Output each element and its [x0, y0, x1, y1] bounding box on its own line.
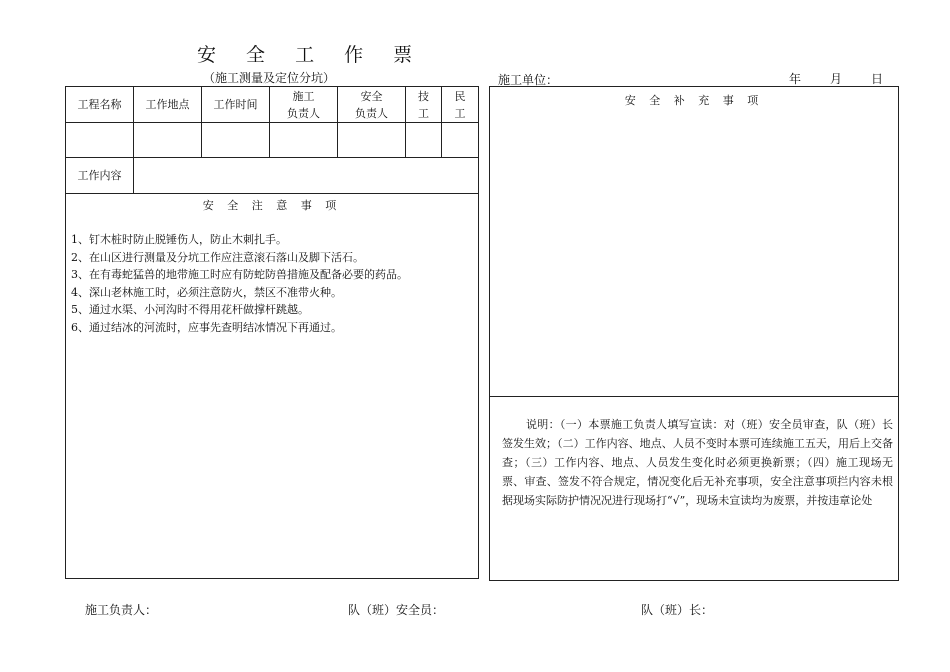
construction-lead-cell[interactable] — [270, 123, 338, 158]
date-year-label: 年 — [789, 72, 802, 86]
header-work-time: 工作时间 — [202, 87, 270, 123]
work-content-cell[interactable] — [134, 158, 479, 194]
work-location-cell[interactable] — [134, 123, 202, 158]
technician-cell[interactable] — [406, 123, 442, 158]
work-content-label: 工作内容 — [66, 158, 134, 194]
notice-heading: 安 全 注 意 事 项 — [202, 199, 342, 212]
section-divider — [490, 396, 898, 397]
notice-item: 5、通过水渠、小河沟时不得用花杆做撑杆跳越。 — [71, 303, 309, 316]
table-entry-row — [66, 123, 479, 158]
safety-lead-cell[interactable] — [338, 123, 406, 158]
header-construction-lead: 施工 负责人 — [270, 87, 338, 123]
notice-item: 6、通过结冰的河流时，应事先查明结冰情况下再通过。 — [71, 320, 342, 334]
supplement-box — [489, 86, 899, 581]
team-leader-signature-label: 队（班）长： — [641, 603, 714, 617]
work-ticket-table — [65, 86, 479, 579]
supplement-heading: 安 全 补 充 事 项 — [624, 94, 764, 107]
work-time-cell[interactable] — [202, 123, 270, 158]
safety-officer-signature-label: 队（班）安全员： — [348, 603, 445, 617]
form-title: 安 全 工 作 票 — [197, 44, 425, 66]
work-content-row — [66, 158, 479, 194]
construction-lead-signature-label: 施工负责人： — [85, 603, 158, 617]
header-technician: 技 工 — [406, 87, 442, 123]
header-safety-lead: 安全 负责人 — [338, 87, 406, 123]
table-header-row — [66, 87, 479, 123]
notice-section — [66, 194, 479, 579]
notice-row — [66, 194, 479, 579]
notice-item: 2、在山区进行测量及分坑工作应注意滚石落山及脚下活石。 — [71, 250, 364, 264]
date-month-label: 月 — [830, 72, 843, 86]
header-laborer: 民 工 — [442, 87, 479, 123]
form-subtitle: （施工测量及定位分坑） — [203, 71, 336, 85]
construction-unit-label: 施工单位： — [498, 73, 559, 87]
laborer-cell[interactable] — [442, 123, 479, 158]
notice-item: 3、在有毒蛇猛兽的地带施工时应有防蛇防兽措施及配备必要的药品。 — [71, 268, 408, 281]
notice-item: 4、深山老林施工时，必须注意防火，禁区不准带火种。 — [71, 285, 342, 299]
header-project-name: 工程名称 — [66, 87, 134, 123]
notice-list — [71, 231, 478, 336]
date-day-label: 日 — [871, 72, 884, 86]
header-work-location: 工作地点 — [134, 87, 202, 123]
instructions-note: 说明：（一）本票施工负责人填写宣读：对（班）安全员审查，队（班）长签发生效；（二）工作内容、地点、人员不变时本票可连续施工五天，用后上交备查；（三）工作内容、地点、人员发生变化时必须更换新票；（四）施工现场无票、审查、签发不符合规定，情况变化后无补充事项，安全注意事项拦内容未根据现场实际防护情况况进行现场打“√”，现场未宣读均为废票，并按违章论处 — [502, 418, 893, 507]
project-name-cell[interactable] — [66, 123, 134, 158]
notice-item: 1、钉木桩时防止脱锤伤人，防止木刺扎手。 — [71, 233, 287, 246]
